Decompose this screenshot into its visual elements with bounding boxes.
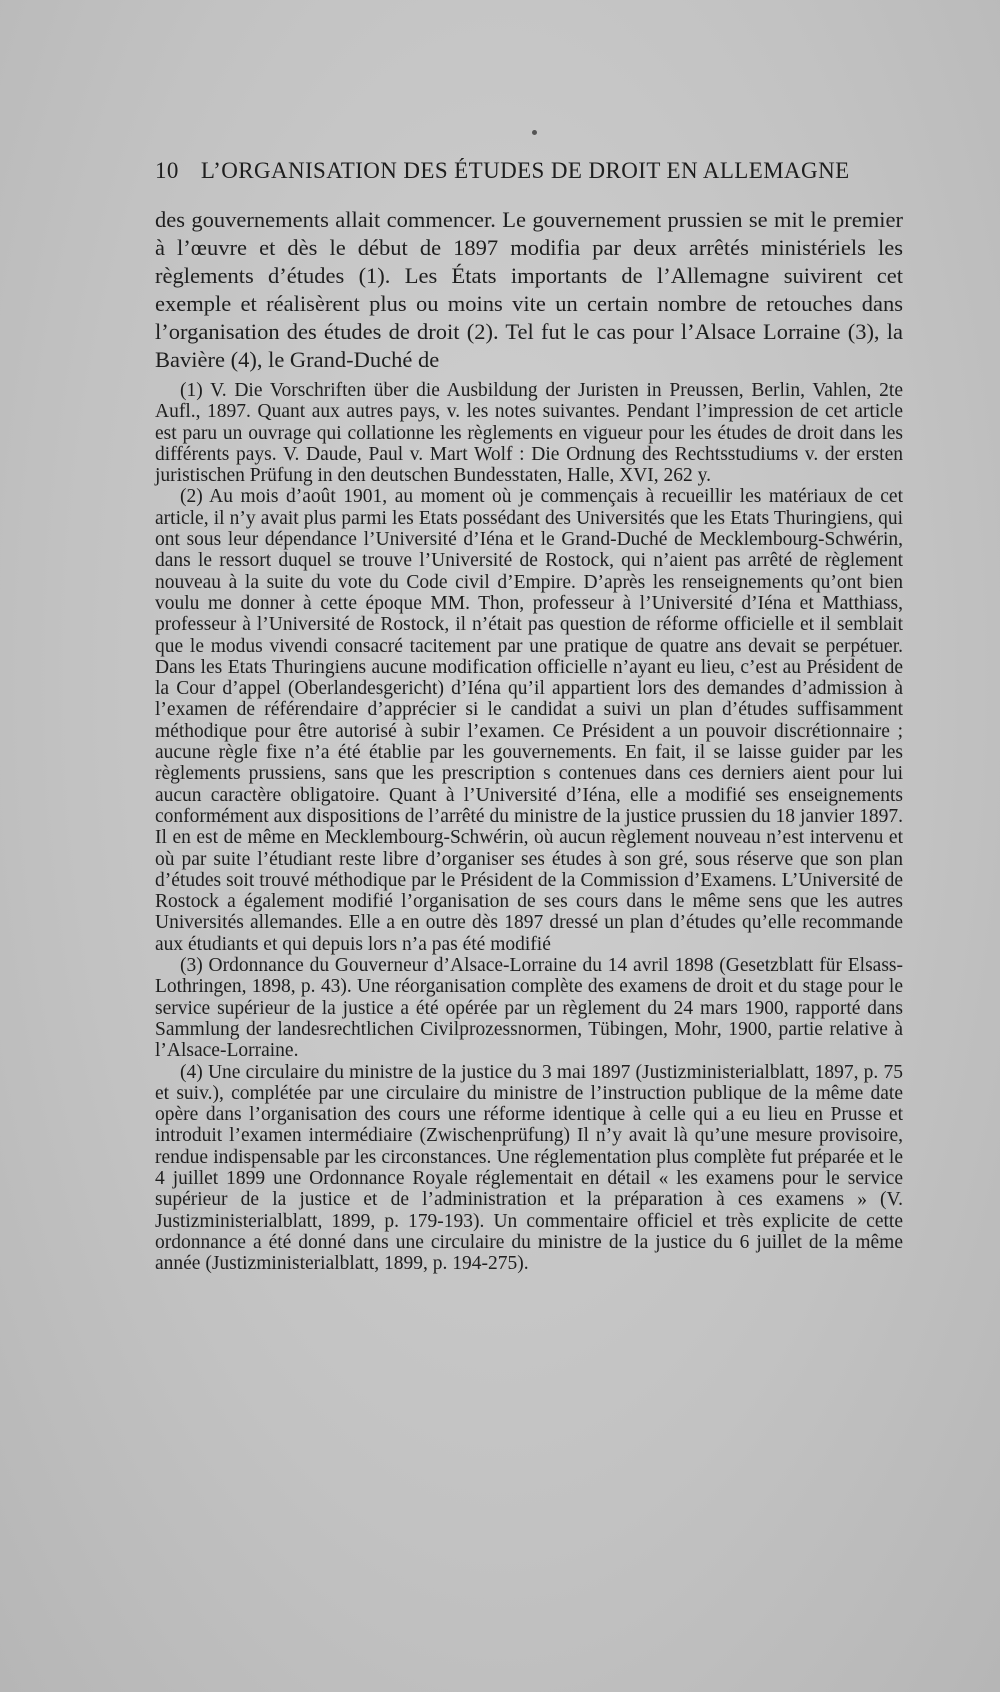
footnote-3: (3) Ordonnance du Gouverneur d’Alsace-Lorraine du 14 avril 1898 (Gesetzblatt für Elsass-Lothringen, 1898, p. 43). Une réorganisation complète des examens de droit et du stage pour le service supérieur de la justice a été opérée par un règlement du 24 mars 1900, rapporté dans Sammlung der landesrechtlichen Civilprozessnormen, Tübingen, Mohr, 1900, partie relative à l’Alsace-Lorraine.: [155, 955, 903, 1062]
footnote-2: (2) Au mois d’août 1901, au moment où je commençais à recueillir les matériaux de cet article, il n’y avait plus parmi les Etats possédant des Universités que les Etats Thuringiens, qui ont sous leur dépendance l’Université d’Iéna et le Grand-Duché de Mecklembourg-Schwérin, dans le ressort duquel se trouve l’Université de Rostock, qui n’aient pas arrêté de règlement nouveau à la suite du vote du Code civil d’Empire. D’après les renseignements qu’ont bien voulu me donner à cette époque MM. Thon, professeur à l’Université d’Iéna et Matthiass, professeur à l’Université de Rostock, il n’était pas question de réforme officielle et il semblait que le modus vivendi consacré tacitement par une pratique de quatre ans devait se perpétuer. Dans les Etats Thuringiens aucune modification officielle n’ayant eu lieu, c’est au Président de la Cour d’appel (Oberlandesgericht) d’Iéna qu’il appartient lors des demandes d’admission à l’examen de référendaire d’apprécier si le candidat a suivi un plan d’études suffisamment méthodique pour être autorisé à subir l’examen. Ce Président a un pouvoir discrétionnaire ; aucune règle fixe n’a été établie par les gouvernements. En fait, il se laisse guider par les règlements prussiens, sans que les prescription s contenues dans ces derniers aient pour lui aucun caractère obligatoire. Quant à l’Université d’Iéna, elle a modifié ses enseignements conformément aux dispositions de l’arrêté du ministre de la justice prussien du 18 janvier 1897. Il en est de même en Mecklembourg-Schwérin, où aucun règlement nouveau n’est intervenu et où par suite l’étudiant reste libre d’organiser ses études à son gré, sous réserve que son plan d’études soit trouvé méthodique par le Président de la Commission d’Examens. L’Université de Rostock a également modifié l’organisation de ses cours dans le même sens que les autres Universités allemandes. Elle a en outre dès 1897 dressé un plan d’études qu’elle recommande aux étudiants et qui depuis lors n’a pas été modifié: [155, 486, 903, 955]
footnote-4: (4) Une circulaire du ministre de la justice du 3 mai 1897 (Justizministerialblatt, 1897, p. 75 et suiv.), complétée par une circulaire du ministre de l’instruction publique de la même date opère dans l’organisation des cours une réforme identique à celle qui a eu lieu en Prusse et introduit l’examen intermédiaire (Zwischenprüfung) Il n’y avait là qu’une mesure provisoire, rendue indispensable par les circonstances. Une réglementation plus complète fut préparée et le 4 juillet 1899 une Ordonnance Royale réglementait en détail « les examens pour le service supérieur de la justice et de l’administration et la préparation à ces examens » (V. Justizministerialblatt, 1899, p. 179-193). Un commentaire officiel et très explicite de cette ordonnance a été donné dans une circulaire du ministre de la justice du 6 juillet de la même année (Justizministerialblatt, 1899, p. 194-275).: [155, 1061, 903, 1275]
footnotes: [155, 380, 903, 1274]
running-header: [155, 158, 875, 184]
page-number: 10: [155, 158, 179, 183]
print-speck: [532, 130, 537, 135]
running-title: L’ORGANISATION DES ÉTUDES DE DROIT EN ALLEMAGNE: [200, 158, 850, 183]
footnote-1: (1) V. Die Vorschriften über die Ausbildung der Juristen in Preussen, Berlin, Vahlen, 2te Aufl., 1897. Quant aux autres pays, v. les notes suivantes. Pendant l’impression de cet article est paru un ouvrage qui collationne les règlements en vigueur pour les études de droit dans les différents pays. V. Daude, Paul v. Mart Wolf : Die Ordnung des Rechtsstudiums v. der ersten juristischen Prüfung in den deutschen Bundesstaten, Halle, XVI, 262 y.: [155, 380, 903, 487]
main-paragraph: des gouvernements allait commencer. Le gouvernement prussien se mit le premier à l’œuvre et dès le début de 1897 modifia par deux arrêtés ministériels les règlements d’études (1). Les États importants de l’Allemagne suivirent cet exemple et réalisèrent plus ou moins vite un certain nombre de retouches dans l’organisation des études de droit (2). Tel fut le cas pour l’Alsace Lorraine (3), la Bavière (4), le Grand-Duché de: [155, 207, 903, 372]
